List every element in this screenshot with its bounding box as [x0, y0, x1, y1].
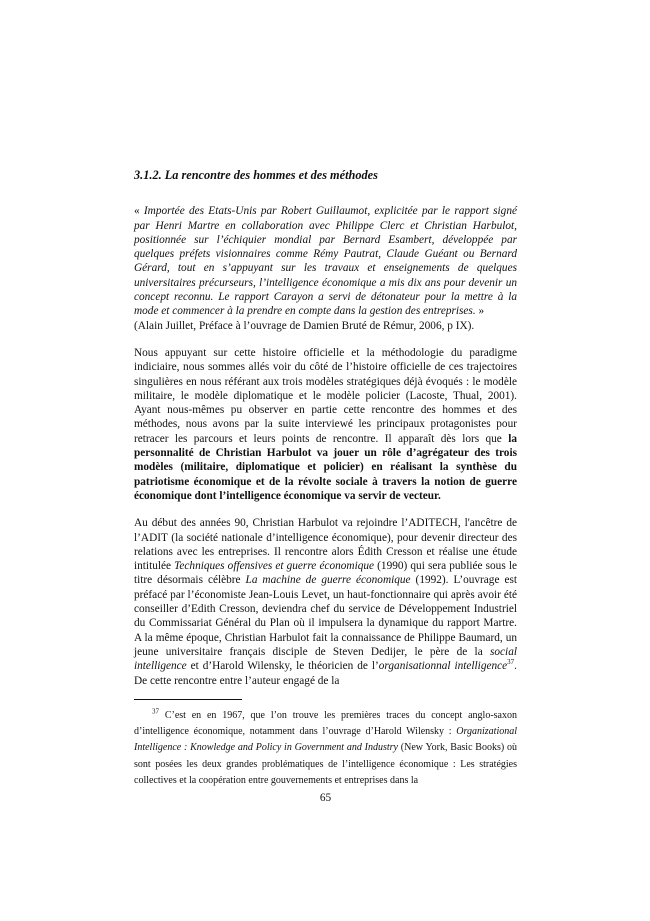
acronym-aditech: ADITECH	[408, 517, 458, 530]
page-body	[134, 168, 517, 806]
para3-text-4: (1990) qui sera publiée sous le titre désormais célèbre	[134, 560, 517, 587]
body-paragraph-3	[134, 516, 517, 688]
term-organisationnal-intelligence: organisationnal intelligence	[378, 660, 508, 673]
acronym-adit: ADIT	[140, 531, 168, 544]
quote-open: «	[134, 205, 144, 218]
footnote-reference[interactable]: 37	[507, 658, 515, 667]
footnote-text-2: (New York, Basic Books) où sont posées les deux grandes problématiques de l’intelligence économique : Les stratégies collectives et la coopération entre gouvernements et entreprises dans la	[134, 742, 517, 786]
footnote-number: 37	[152, 707, 159, 716]
para3-text-2: , l'ancêtre de l’	[134, 517, 518, 544]
para3-text-7: . De cette rencontre entre l’auteur engagé de la	[134, 660, 517, 687]
quote-source: (Alain Juillet, Préface à l’ouvrage de Damien Bruté de Rémur, 2006, p IX).	[134, 319, 475, 332]
footnote-text-1: C’est en en 1967, que l’on trouve les premières traces du concept anglo-saxon d’intelligence économique, notamment dans l’ouvrage d’Harold Wilensky :	[134, 709, 517, 738]
section-heading: 3.1.2. La rencontre des hommes et des méthodes	[134, 168, 378, 182]
body-paragraph-2	[134, 346, 517, 503]
quote-paragraph	[134, 204, 517, 333]
footnote-book-title: Organizational Intelligence : Knowledge and Policy in Government and Industry	[134, 726, 517, 754]
footnote-divider	[134, 699, 242, 700]
book-title-2: La machine de guerre économique	[245, 574, 411, 587]
para3-text-6: et d’Harold Wilensky, le théoricien de l’	[186, 660, 379, 673]
para3-text-3: (la société nationale d’intelligence économique), pour devenir directeur des relations avec les entreprises. Il rencontre alors Édith Cresson et réalise une étude intitulée	[134, 531, 517, 573]
quote-close: »	[475, 305, 485, 318]
quote-text: Importée des Etats-Unis par Robert Guillaumot, explicitée par le rapport signé par Henri Martre en collaboration avec Philippe Clerc et Christian Harbulot, positionnée sur l’échiquier mondial par Bernard Esambert, développée par quelques préfets visionnaires comme Rémy Pautrat, Claude Guéant ou Bernard Gérard, tout en s’appuyant sur les travaux et enseignements de quelques universitaires précurseurs, l’intelligence économique a mis dix ans pour devenir un concept reconnu. Le rapport Carayon a servi de détonateur pour la mettre à la mode et commencer à la prendre en compte dans la gestion des entreprises.	[134, 205, 517, 318]
term-social-intelligence: social intelligence	[134, 645, 517, 673]
book-title-1: Techniques offensives et guerre économique	[174, 560, 375, 573]
para3-text-5: (1992). L’ouvrage est préfacé par l’économiste Jean-Louis Levet, un haut-fonctionnaire qui après avoir été conseiller d’Edith Cresson, deviendra chef du service de Développement Industriel du Commissariat Général du Plan où il impulsera la dynamique du rapport Martre. A la même époque, Christian Harbulot fait la connaissance de Philippe Baumard, un jeune universitaire français disciple de Steven Dedijer, le père de la	[134, 574, 517, 658]
para2-text: Nous appuyant sur cette histoire officielle et la méthodologie du paradigme indiciaire, nous sommes allés voir du côté de l’histoire officielle de ces trajectoires singulières en nous référant aux trois modèles stratégiques déjà évoqués : le modèle militaire, le modèle diplomatique et le modèle policier (Lacoste, Thual, 2001). Ayant nous-mêmes pu observer en partie cette rencontre des hommes et des méthodes, nous avons par la suite interviewé les principaux protagonistes pour retracer les parcours et leurs points de rencontre. Il apparaît dès lors que	[134, 346, 517, 445]
para3-text-1: Au début des années 90, Christian Harbulot va rejoindre l’	[134, 517, 409, 530]
page-number: 65	[319, 792, 332, 805]
footnote	[134, 708, 517, 789]
para2-bold: la personnalité de Christian Harbulot va jouer un rôle d’agrégateur des trois modèles (militaire, diplomatique et policier) en réalisant la synthèse du patriotisme économique et de la révolte sociale à travers la notion de guerre économique dont l’intelligence économique va servir de vecteur.	[134, 432, 517, 502]
